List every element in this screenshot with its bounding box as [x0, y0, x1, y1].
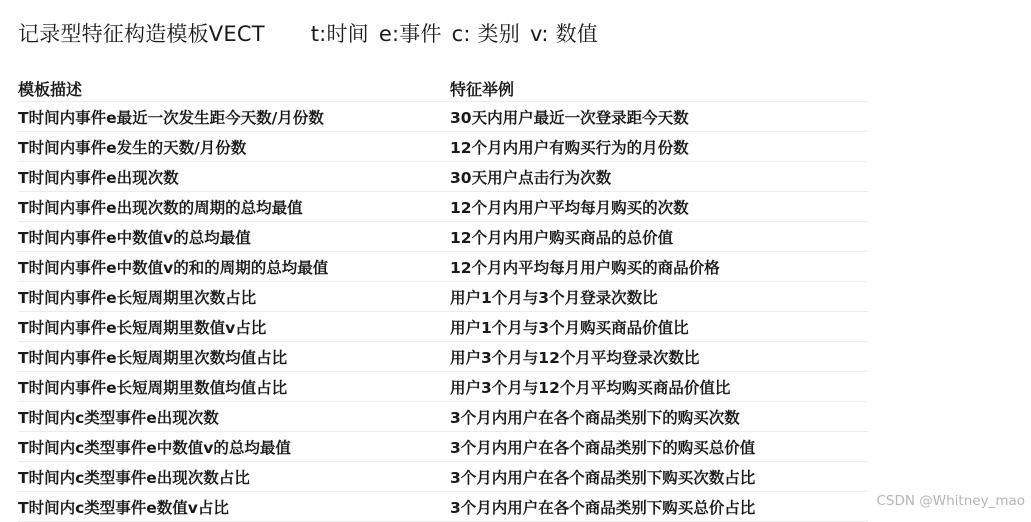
table-row — [18, 102, 868, 132]
table-row — [18, 282, 868, 312]
feature-example: 12个月内用户购买商品的总价值 — [450, 228, 674, 247]
table-row — [18, 432, 868, 462]
feature-example: 3个月内用户在各个商品类别下购买总价占比 — [450, 498, 756, 517]
template-description: T时间内事件e中数值v的总均最值 — [18, 228, 251, 247]
title-main: 记录型特征构造模板VECT — [18, 22, 265, 46]
feature-example: 3个月内用户在各个商品类别下的购买次数 — [450, 408, 740, 427]
template-description: T时间内事件e最近一次发生距今天数/月份数 — [18, 108, 324, 127]
table-row — [18, 312, 868, 342]
feature-example: 12个月内用户有购买行为的月份数 — [450, 138, 689, 157]
table-row — [18, 402, 868, 432]
table-row — [18, 462, 868, 492]
feature-example: 用户1个月与3个月购买商品价值比 — [450, 318, 689, 337]
watermark: CSDN @Whitney_mao — [876, 493, 1025, 509]
template-description: T时间内c类型事件e数值v占比 — [18, 498, 229, 517]
table-row — [18, 252, 868, 282]
table-row — [18, 342, 868, 372]
header-feature-example: 特征举例 — [450, 79, 515, 99]
feature-template-table — [18, 75, 868, 522]
template-description: T时间内c类型事件e出现次数占比 — [18, 468, 250, 487]
template-description: T时间内事件e长短周期里次数均值占比 — [18, 348, 288, 367]
table-row — [18, 162, 868, 192]
table-row — [18, 132, 868, 162]
feature-example: 用户3个月与12个月平均登录次数比 — [450, 348, 700, 367]
template-description: T时间内事件e长短周期里数值v占比 — [18, 318, 267, 337]
template-description: T时间内事件e长短周期里数值均值占比 — [18, 378, 288, 397]
feature-example: 3个月内用户在各个商品类别下的购买总价值 — [450, 438, 756, 457]
feature-example: 30天内用户最近一次登录距今天数 — [450, 108, 689, 127]
template-description: T时间内c类型事件e出现次数 — [18, 408, 219, 427]
table-row — [18, 492, 868, 522]
legend-value: v: 数值 — [529, 22, 598, 46]
template-description: T时间内事件e中数值v的和的周期的总均最值 — [18, 258, 329, 277]
page-title — [18, 18, 608, 48]
header-template-description: 模板描述 — [18, 79, 83, 99]
table-row — [18, 192, 868, 222]
template-description: T时间内事件e长短周期里次数占比 — [18, 288, 257, 307]
feature-example: 3个月内用户在各个商品类别下购买次数占比 — [450, 468, 756, 487]
legend-event: e:事件 — [378, 22, 442, 46]
feature-example: 12个月内用户平均每月购买的次数 — [450, 198, 689, 217]
feature-example: 用户3个月与12个月平均购买商品价值比 — [450, 378, 731, 397]
feature-example: 30天用户点击行为次数 — [450, 168, 612, 187]
feature-example: 用户1个月与3个月登录次数比 — [450, 288, 658, 307]
feature-example: 12个月内平均每月用户购买的商品价格 — [450, 258, 720, 277]
table-header-row — [18, 75, 868, 102]
template-description: T时间内c类型事件e中数值v的总均最值 — [18, 438, 291, 457]
template-description: T时间内事件e出现次数的周期的总均最值 — [18, 198, 303, 217]
template-description: T时间内事件e发生的天数/月份数 — [18, 138, 247, 157]
legend-time: t:时间 — [310, 22, 369, 46]
table-row — [18, 222, 868, 252]
template-description: T时间内事件e出现次数 — [18, 168, 179, 187]
table-row — [18, 372, 868, 402]
legend-category: c: 类别 — [451, 22, 520, 46]
